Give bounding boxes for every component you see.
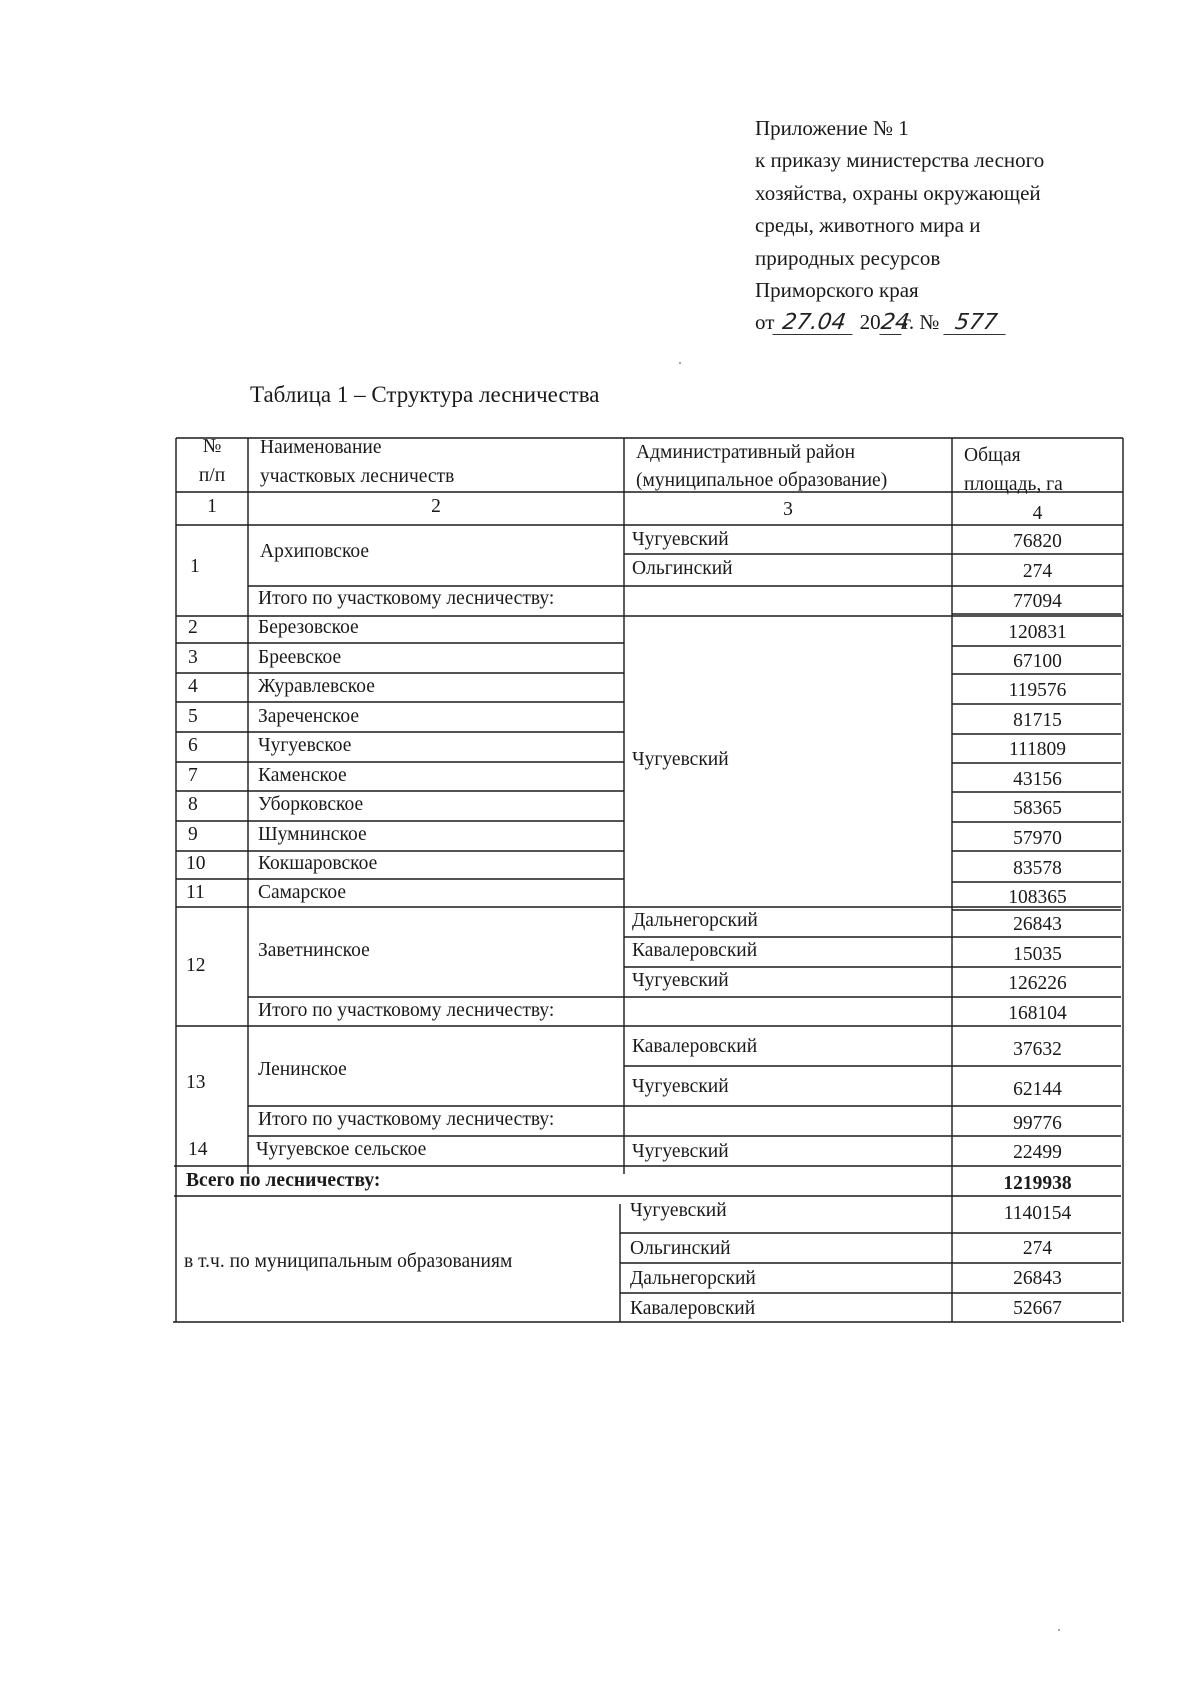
row-area: 43156 — [1013, 769, 1062, 790]
handwritten-date: 27.04 — [773, 312, 856, 335]
row-area: 274 — [1022, 561, 1053, 582]
row-num: 9 — [188, 824, 198, 845]
row-area: 62144 — [1013, 1079, 1062, 1100]
row-name: Зареченское — [258, 706, 360, 727]
appendix-line: природных ресурсов — [755, 245, 941, 270]
breakdown-area: 1140154 — [1003, 1203, 1072, 1224]
appendix-line: к приказу министерства лесного — [755, 148, 1045, 173]
row-area: 22499 — [1013, 1142, 1062, 1163]
row-name: Каменское — [258, 765, 347, 786]
row-area: 111809 — [1008, 739, 1067, 760]
breakdown-district: Чугуевский — [630, 1200, 727, 1221]
row-area: 37632 — [1013, 1039, 1062, 1060]
row-num: 2 — [188, 617, 198, 638]
row-num: 11 — [186, 882, 205, 903]
row-name: Шумнинское — [258, 824, 367, 845]
header-area-1: Общая — [964, 445, 1021, 466]
breakdown-district: Кавалеровский — [630, 1298, 756, 1319]
header-name-2: участковых лесничеств — [260, 466, 455, 487]
merged-district: Чугуевский — [632, 749, 729, 770]
breakdown-area: 52667 — [1013, 1298, 1062, 1319]
col-number: 3 — [783, 499, 793, 520]
row-name: Журавлевское — [258, 676, 375, 697]
breakdown-district: Дальнегорский — [630, 1268, 756, 1289]
row-district: Чугуевский — [632, 1076, 729, 1097]
total-label: Всего по лесничеству: — [186, 1170, 381, 1191]
appendix-line: Приморского края — [755, 278, 919, 303]
row-name: Заветнинское — [258, 940, 370, 961]
row-num: 4 — [188, 676, 198, 697]
row-name: Чугуевское сельское — [256, 1139, 427, 1160]
row-area: 76820 — [1013, 531, 1062, 552]
col-number: 4 — [1032, 503, 1043, 524]
breakdown-area: 26843 — [1013, 1268, 1062, 1289]
row-area: 58365 — [1013, 798, 1062, 819]
row-name: Уборковское — [258, 794, 364, 815]
row-district: Кавалеровский — [632, 940, 758, 961]
row-num: 5 — [188, 706, 198, 727]
row-name: Архиповское — [260, 541, 370, 562]
row-district: Чугуевский — [632, 1141, 729, 1162]
row-num: 7 — [188, 765, 198, 786]
row-area: 108365 — [1008, 887, 1067, 908]
row-name: Березовское — [258, 617, 359, 638]
header-num-2: п/п — [198, 465, 226, 486]
col-number: 2 — [431, 496, 441, 517]
row-num: 6 — [188, 735, 198, 756]
col-number: 1 — [207, 496, 217, 517]
row-area: 83578 — [1013, 858, 1062, 879]
subtotal-label: Итого по участковому лесничеству: — [258, 588, 555, 609]
row-district: Дальнегорский — [632, 910, 758, 931]
row-area: 67100 — [1013, 651, 1062, 672]
header-area-2: площадь, га — [964, 474, 1063, 495]
subtotal-label: Итого по участковому лесничеству: — [258, 1000, 555, 1021]
row-area: 120831 — [1008, 622, 1067, 643]
subtotal-value: 168104 — [1008, 1003, 1067, 1024]
row-num: 1 — [190, 556, 200, 577]
row-area: 81715 — [1013, 710, 1062, 731]
subtotal-label: Итого по участковому лесничеству: — [258, 1109, 555, 1130]
appendix-line: хозяйства, охраны окружающей — [755, 180, 1041, 205]
row-area: 126226 — [1008, 973, 1067, 994]
header-district-1: Административный район — [636, 442, 856, 463]
row-num: 14 — [188, 1139, 208, 1160]
subtotal-value: 99776 — [1013, 1113, 1062, 1134]
number-prefix: г. № — [902, 310, 940, 335]
appendix-title: Приложение № 1 — [755, 116, 909, 140]
appendix-line: среды, животного мира и — [755, 213, 981, 238]
row-name: Ленинское — [258, 1059, 347, 1080]
row-area: 26843 — [1013, 914, 1062, 935]
handwritten-year: 24 — [879, 310, 911, 336]
row-num: 10 — [186, 853, 206, 874]
handwritten-order-number: 577 — [943, 312, 1008, 335]
row-num: 8 — [188, 794, 198, 815]
row-area: 57970 — [1013, 828, 1062, 849]
subtotal-value: 77094 — [1013, 591, 1062, 612]
row-district: Кавалеровский — [632, 1036, 758, 1057]
header-name-1: Наименование — [260, 437, 382, 458]
row-district: Ольгинский — [632, 558, 733, 579]
year-prefix: 20 — [859, 310, 881, 335]
row-area: 119576 — [1008, 680, 1067, 701]
total-value: 1219938 — [1003, 1173, 1072, 1194]
header-district-2: (муниципальное образование) — [636, 470, 888, 491]
header-num-1: № — [202, 436, 222, 457]
scan-speck — [1058, 1629, 1060, 1631]
row-name: Чугуевское — [258, 735, 352, 756]
row-district: Чугуевский — [632, 970, 729, 991]
row-area: 15035 — [1013, 944, 1062, 965]
row-num: 13 — [186, 1072, 206, 1093]
row-num: 12 — [186, 955, 206, 976]
table-caption: Таблица 1 – Структура лесничества — [250, 382, 600, 407]
breakdown-district: Ольгинский — [630, 1238, 731, 1259]
breakdown-area: 274 — [1022, 1238, 1053, 1259]
row-name: Кокшаровское — [258, 853, 378, 874]
row-name: Бреевское — [258, 647, 342, 668]
date-prefix: от — [755, 310, 775, 335]
row-num: 3 — [188, 647, 198, 668]
breakdown-label: в т.ч. по муниципальным образованиям — [184, 1251, 513, 1272]
row-district: Чугуевский — [632, 529, 729, 550]
row-name: Самарское — [258, 882, 347, 903]
